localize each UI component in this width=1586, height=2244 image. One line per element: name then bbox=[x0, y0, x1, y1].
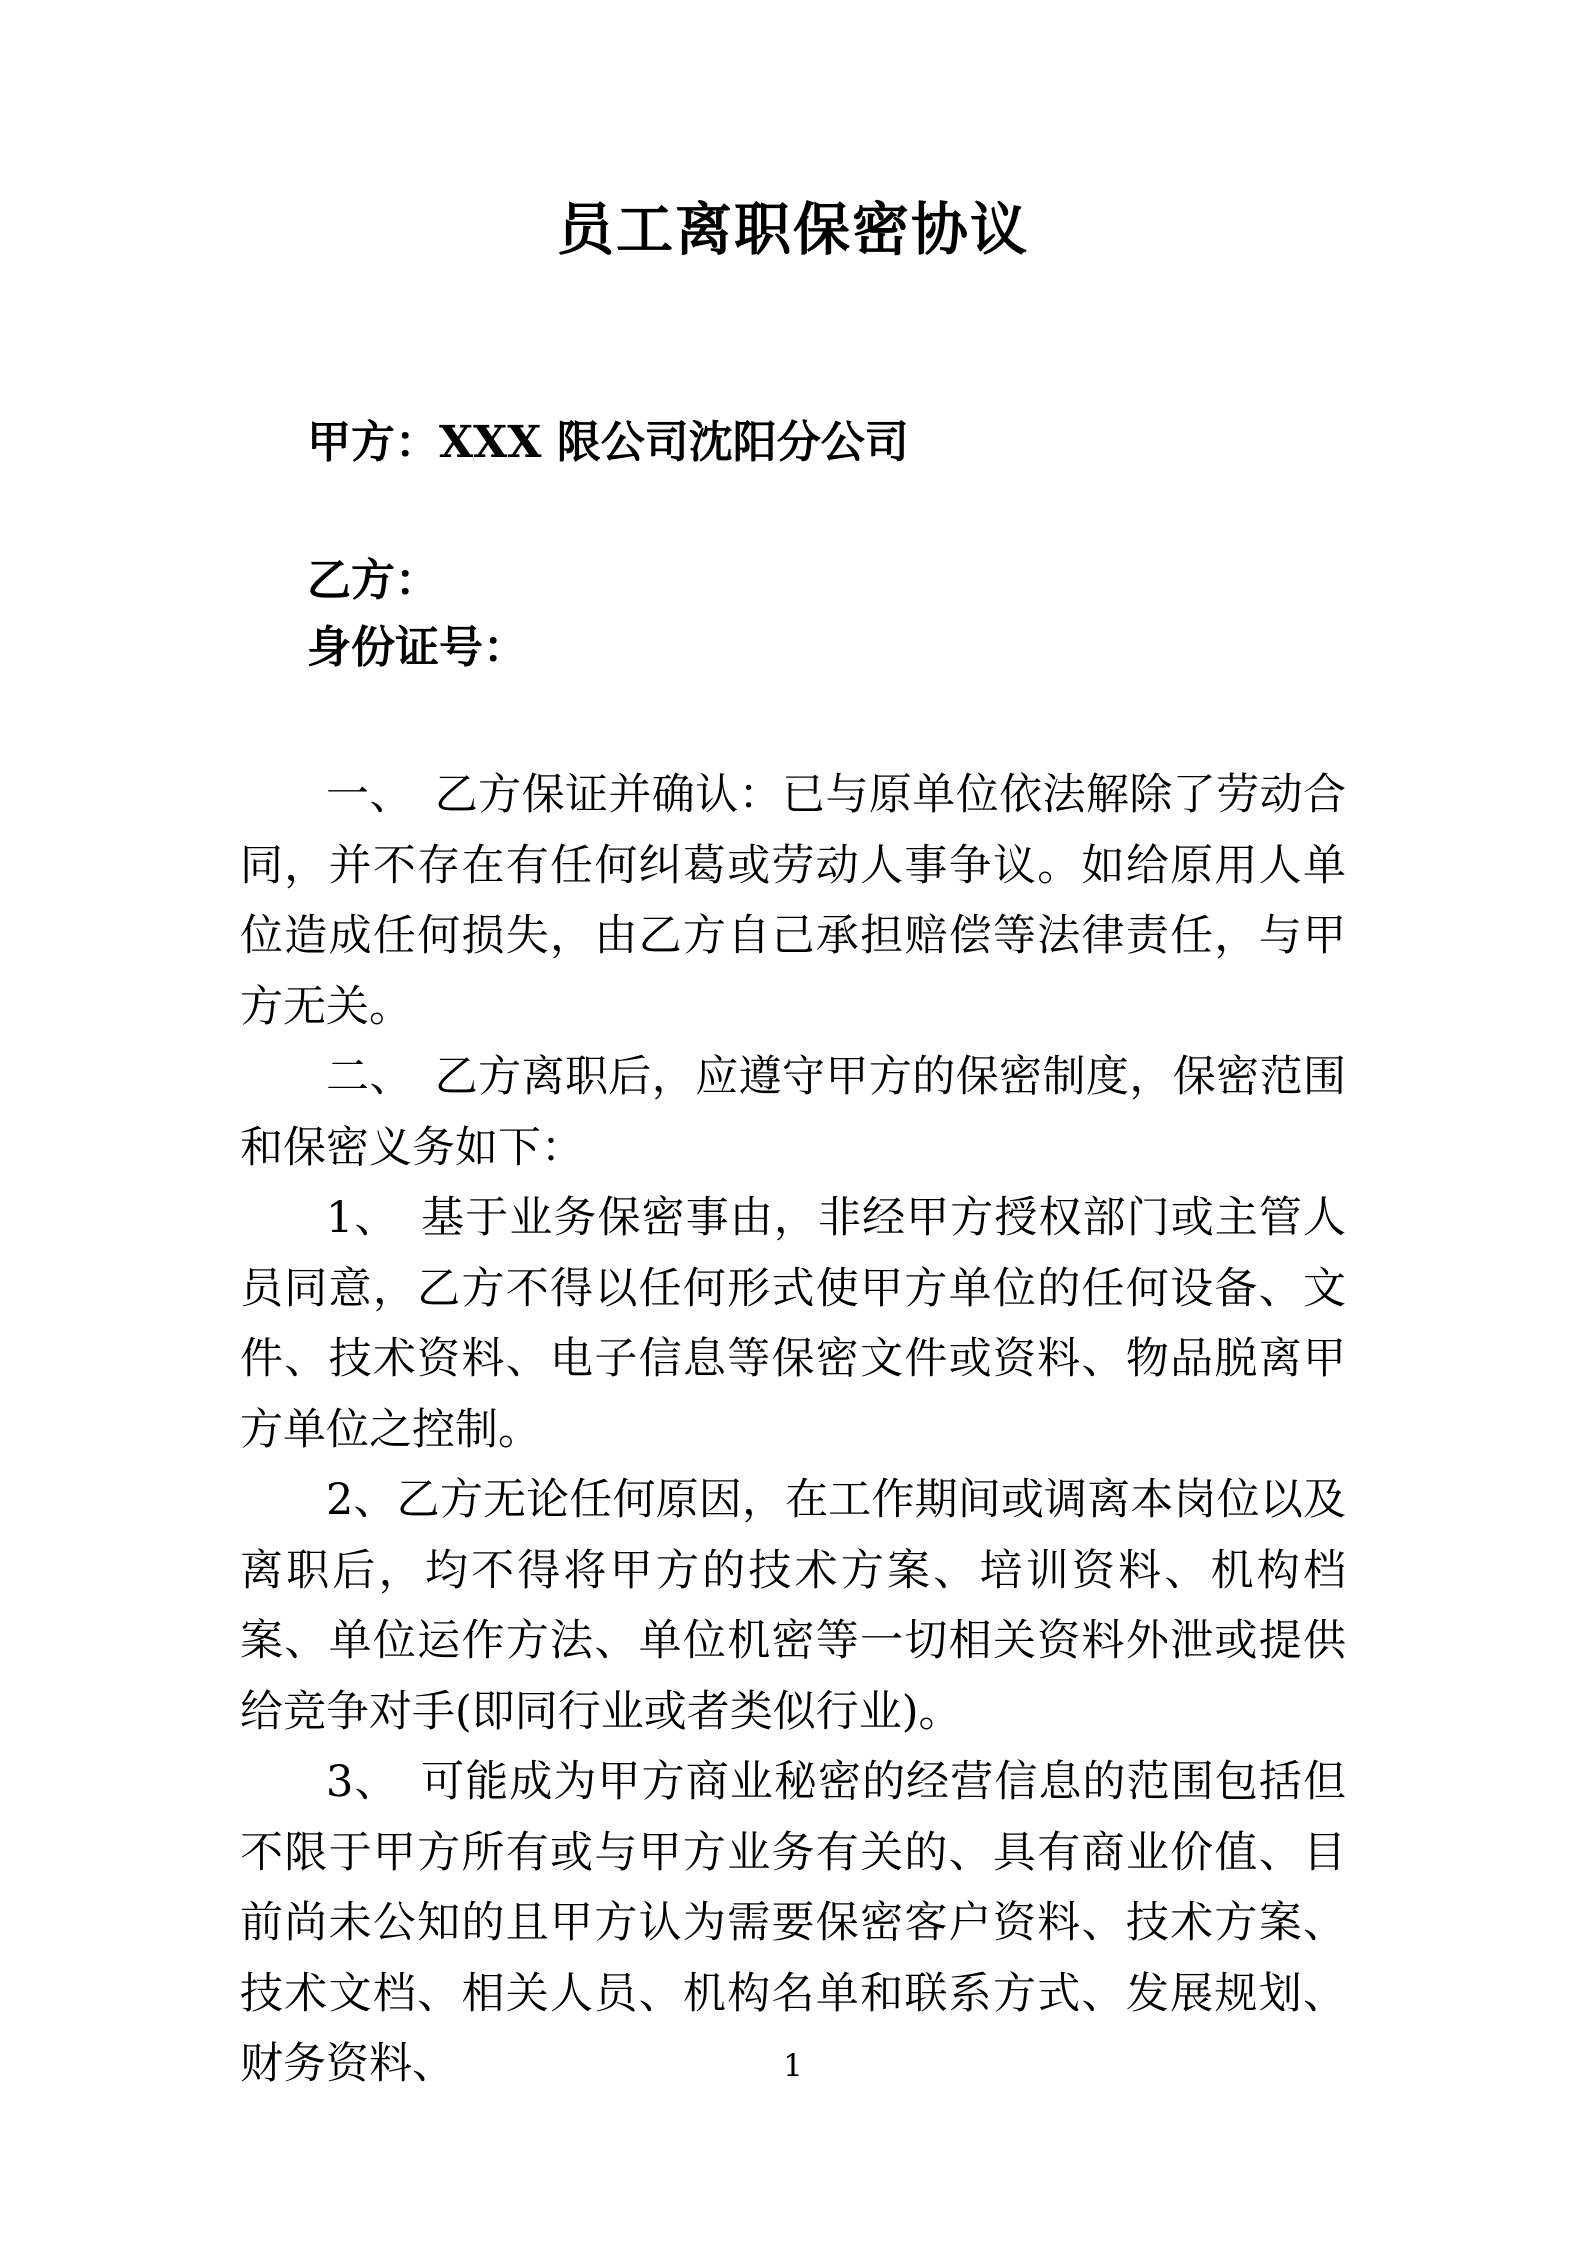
paragraph-clause-2-item-1: 1、 基于业务保密事由，非经甲方授权部门或主管人员同意，乙方不得以任何形式使甲方单位的任何设备、文件、技术资料、电子信息等保密文件或资料、物品脱离甲方单位之控制。 bbox=[240, 1193, 1346, 1455]
id-number-line: 身份证号： bbox=[307, 622, 527, 673]
paragraph-clause-1: 一、 乙方保证并确认：已与原单位依法解除了劳动合同，并不存在有任何纠葛或劳动人事争议。如给原用人单位造成任何损失，由乙方自己承担赔偿等法律责任，与甲方无关。 bbox=[240, 770, 1346, 1032]
page-number: 1 bbox=[783, 2048, 803, 2084]
paragraph-clause-2-item-2: 2、乙方无论任何原因，在工作期间或调离本岗位以及离职后，均不得将甲方的技术方案、培训资料、机构档案、单位运作方法、单位机密等一切相关资料外泄或提供给竞争对手(即同行业或者类似行业)。 bbox=[240, 1475, 1346, 1737]
document-body bbox=[240, 760, 1346, 2100]
party-b-line: 乙方： bbox=[307, 555, 439, 606]
paragraph-clause-2: 二、 乙方离职后，应遵守甲方的保密制度，保密范围和保密义务如下： bbox=[240, 1052, 1346, 1173]
party-a-line: 甲方：XXX 限公司沈阳分公司 bbox=[307, 417, 909, 468]
paragraph-clause-2-item-3: 3、 可能成为甲方商业秘密的经营信息的范围包括但不限于甲方所有或与甲方业务有关的、具有商业价值、目前尚未公知的且甲方认为需要保密客户资料、技术方案、技术文档、相关人员、机构名单和联系方式、发展规划、财务资料、 bbox=[240, 1757, 1346, 2089]
document-title: 员工离职保密协议 bbox=[557, 196, 1029, 263]
